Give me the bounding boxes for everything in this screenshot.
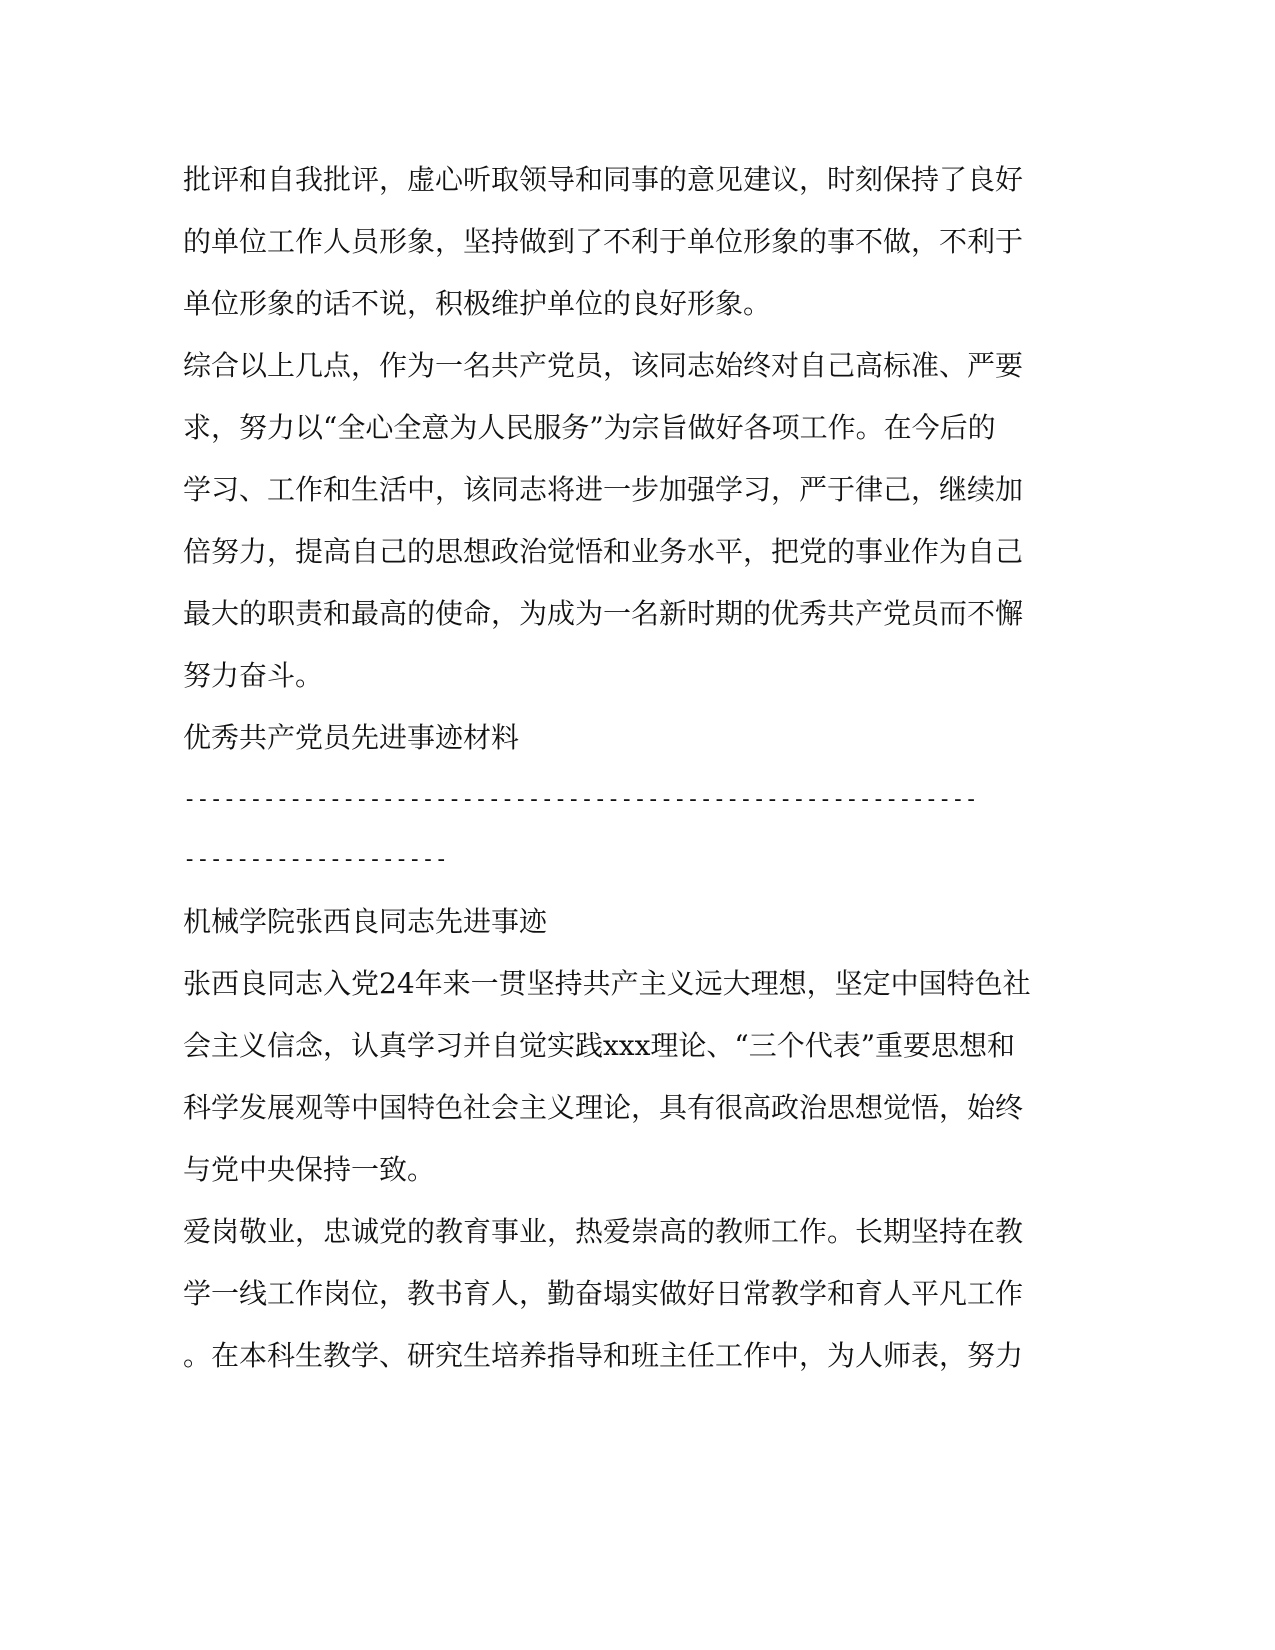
paragraph-line: 张西良同志入党24年来一贯坚持共产主义远大理想，坚定中国特色社 [183, 967, 1031, 1000]
dash-separator: -------------------- [183, 847, 448, 872]
paragraph-line: 批评和自我批评，虚心听取领导和同事的意见建议，时刻保持了良好 [183, 163, 1024, 196]
paragraph-line: 最大的职责和最高的使命，为成为一名新时期的优秀共产党员而不懈 [183, 597, 1024, 630]
paragraph-line: 会主义信念，认真学习并自觉实践xxx理论、“三个代表”重要思想和 [183, 1029, 1016, 1062]
paragraph-line: 单位形象的话不说，积极维护单位的良好形象。 [183, 287, 772, 320]
paragraph-line: 科学发展观等中国特色社会主义理论，具有很高政治思想觉悟，始终 [183, 1091, 1024, 1124]
paragraph-line: 与党中央保持一致。 [183, 1153, 436, 1186]
paragraph-line: 学习、工作和生活中，该同志将进一步加强学习，严于律己，继续加 [183, 473, 1024, 506]
paragraph-line: 求，努力以“全心全意为人民服务”为宗旨做好各项工作。在今后的 [183, 411, 996, 444]
paragraph-line: 爱岗敬业，忠诚党的教育事业，热爱崇高的教师工作。长期坚持在教 [183, 1215, 1024, 1248]
section-title: 优秀共产党员先进事迹材料 [183, 721, 520, 754]
paragraph-line: 的单位工作人员形象，坚持做到了不利于单位形象的事不做，不利于 [183, 225, 1024, 258]
paragraph-line: 努力奋斗。 [183, 659, 324, 692]
paragraph-line: 综合以上几点，作为一名共产党员，该同志始终对自己高标准、严要 [183, 349, 1024, 382]
paragraph-line: 学一线工作岗位，教书育人，勤奋塌实做好日常教学和育人平凡工作 [183, 1277, 1024, 1310]
dash-separator: ------------------------------------------------------------ [183, 787, 978, 812]
paragraph-line: 倍努力，提高自己的思想政治觉悟和业务水平，把党的事业作为自己 [183, 535, 1024, 568]
paragraph-line: 。在本科生教学、研究生培养指导和班主任工作中，为人师表，努力 [183, 1339, 1024, 1372]
article-heading: 机械学院张西良同志先进事迹 [183, 905, 548, 938]
